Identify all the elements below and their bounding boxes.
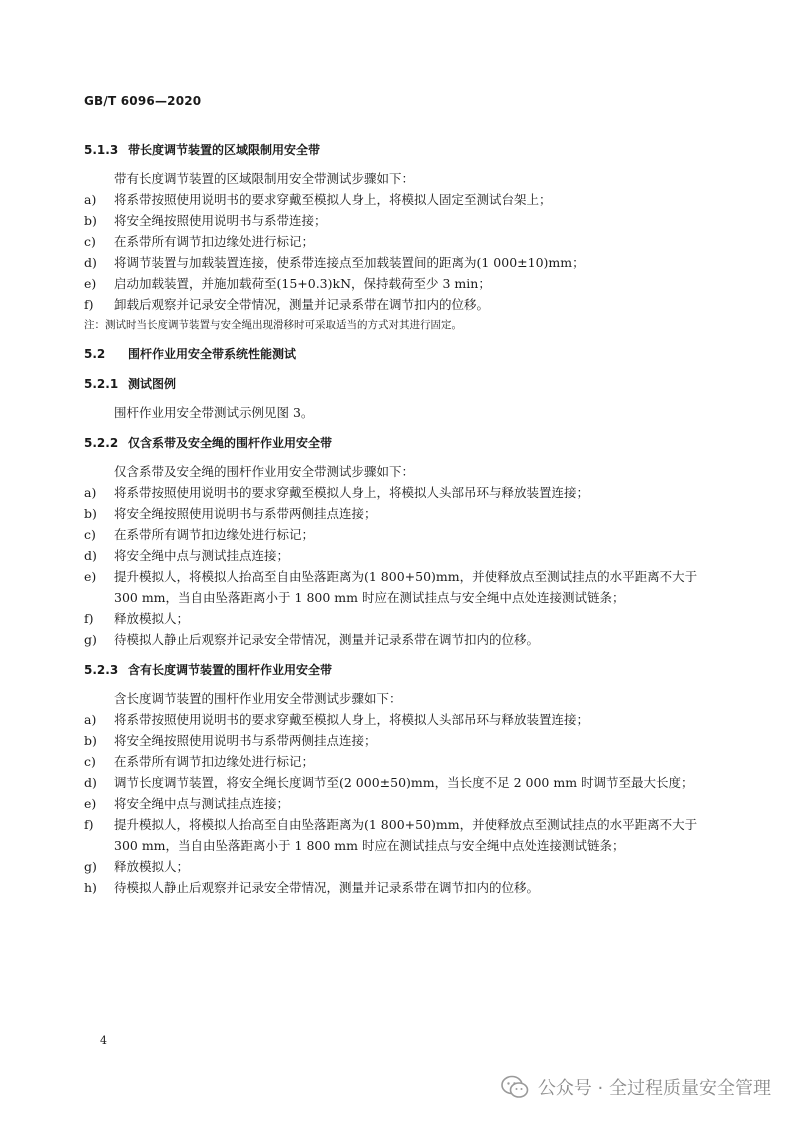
list-item-text: 将系带按照使用说明书的要求穿戴至模拟人身上，将模拟人固定至测试台架上； — [114, 192, 552, 207]
wechat-icon — [500, 1074, 530, 1100]
section-heading — [84, 374, 714, 394]
section-title: 仅含系带及安全绳的围杆作业用安全带 — [128, 436, 333, 450]
list-item — [84, 545, 714, 566]
list-item — [84, 273, 714, 294]
section-number: 5.2.3 — [84, 663, 119, 677]
list-item-text: 将安全绳中点与测试挂点连接； — [114, 548, 290, 563]
page-number: 4 — [100, 1034, 107, 1047]
section-title: 含有长度调节装置的围杆作业用安全带 — [128, 663, 333, 677]
section-number: 5.1.3 — [84, 143, 119, 157]
list-item-text: 调节长度调节装置，将安全绳长度调节至(2 000±50)mm，当长度不足 2 000 mm 时调节至最大长度； — [114, 775, 694, 790]
list-item — [84, 877, 714, 898]
list-item-label: d) — [84, 255, 97, 270]
list-item-label: e) — [84, 796, 97, 811]
list-item — [84, 294, 714, 315]
list-item-label: a) — [84, 485, 97, 500]
list-item-label: d) — [84, 548, 97, 563]
list-item-text: 释放模拟人； — [114, 611, 190, 626]
section-heading — [84, 140, 714, 160]
list-item — [84, 252, 714, 273]
section-number: 5.2 — [84, 347, 106, 361]
standard-code: GB/T 6096—2020 — [84, 94, 202, 108]
list-item-label: b) — [84, 213, 97, 228]
list-item — [84, 608, 714, 629]
list-item-label: f) — [84, 817, 94, 832]
list-item-text: 待模拟人静止后观察并记录安全带情况，测量并记录系带在调节扣内的位移。 — [114, 880, 540, 895]
list-item — [84, 814, 714, 856]
section-heading — [84, 344, 714, 364]
list-item-text: 在系带所有调节扣边缘处进行标记； — [114, 754, 315, 769]
list-item — [84, 856, 714, 877]
list-item — [84, 629, 714, 650]
list-item-text: 提升模拟人，将模拟人抬高至自由坠落距离为(1 800+50)mm，并使释放点至测试挂点的水平距离不大于 300 mm，当自由坠落距离小于 1 800 mm 时应在测试挂点与安全绳中点处连接测试链条； — [114, 817, 698, 853]
list-item — [84, 566, 714, 608]
list-item-text: 将调节装置与加载装置连接，使系带连接点至加载装置间的距离为(1 000±10)mm； — [114, 255, 585, 270]
list-item-label: b) — [84, 733, 97, 748]
list-item-text: 提升模拟人，将模拟人抬高至自由坠落距离为(1 800+50)mm，并使释放点至测试挂点的水平距离不大于 300 mm，当自由坠落距离小于 1 800 mm 时应在测试挂点与安全绳中点处连接测试链条； — [114, 569, 698, 605]
list-item-label: d) — [84, 775, 97, 790]
list-item-label: e) — [84, 569, 97, 584]
watermark-text: 公众号 · 全过程质量安全管理 — [537, 1078, 771, 1099]
list-item-text: 启动加载装置，并施加载荷至(15+0.3)kN，保持载荷至少 3 min； — [114, 276, 491, 291]
list-item — [84, 524, 714, 545]
section-title: 测试图例 — [128, 377, 177, 391]
list-item — [84, 793, 714, 814]
list-item-label: e) — [84, 276, 97, 291]
section-heading — [84, 433, 714, 453]
section-number: 5.2.1 — [84, 377, 119, 391]
list-item-text: 在系带所有调节扣边缘处进行标记； — [114, 527, 315, 542]
section-intro: 带有长度调节装置的区域限制用安全带测试步骤如下： — [114, 171, 415, 186]
list-item-text: 将安全绳中点与测试挂点连接； — [114, 796, 290, 811]
list-item — [84, 730, 714, 751]
list-item-label: c) — [84, 234, 96, 249]
list-item-label: c) — [84, 754, 96, 769]
section-intro: 含长度调节装置的围杆作业用安全带测试步骤如下： — [114, 691, 402, 706]
section-intro: 围杆作业用安全带测试示例见图 3。 — [114, 405, 314, 420]
list-item-label: g) — [84, 632, 97, 647]
list-item — [84, 503, 714, 524]
list-item — [84, 210, 714, 231]
list-item — [84, 751, 714, 772]
list-item — [84, 189, 714, 210]
list-item-text: 卸载后观察并记录安全带情况，测量并记录系带在调节扣内的位移。 — [114, 297, 490, 312]
list-item-text: 将系带按照使用说明书的要求穿戴至模拟人身上，将模拟人头部吊环与释放装置连接； — [114, 485, 590, 500]
list-item — [84, 231, 714, 252]
list-item — [84, 709, 714, 730]
list-item-label: a) — [84, 192, 97, 207]
section-title: 围杆作业用安全带系统性能测试 — [128, 347, 297, 361]
list-item-label: h) — [84, 880, 97, 895]
list-item-label: a) — [84, 712, 97, 727]
section-intro: 仅含系带及安全绳的围杆作业用安全带测试步骤如下： — [114, 464, 415, 479]
list-item-label: g) — [84, 859, 97, 874]
list-item — [84, 772, 714, 793]
section-title: 带长度调节装置的区域限制用安全带 — [128, 143, 321, 157]
list-item-text: 将安全绳按照使用说明书与系带两侧挂点连接； — [114, 506, 377, 521]
section-note: 注：测试时当长度调节装置与安全绳出现滑移时可采取适当的方式对其进行固定。 — [84, 319, 462, 331]
list-item-text: 将安全绳按照使用说明书与系带两侧挂点连接； — [114, 733, 377, 748]
list-item-label: f) — [84, 611, 94, 626]
list-item-text: 释放模拟人； — [114, 859, 190, 874]
list-item-text: 将安全绳按照使用说明书与系带连接； — [114, 213, 327, 228]
list-item-text: 将系带按照使用说明书的要求穿戴至模拟人身上，将模拟人头部吊环与释放装置连接； — [114, 712, 590, 727]
list-item — [84, 482, 714, 503]
list-item-text: 在系带所有调节扣边缘处进行标记； — [114, 234, 315, 249]
list-item-label: b) — [84, 506, 97, 521]
wechat-watermark — [500, 1074, 771, 1100]
document-body — [84, 140, 714, 898]
list-item-text: 待模拟人静止后观察并记录安全带情况，测量并记录系带在调节扣内的位移。 — [114, 632, 540, 647]
list-item-label: f) — [84, 297, 94, 312]
list-item-label: c) — [84, 527, 96, 542]
section-heading — [84, 660, 714, 680]
section-number: 5.2.2 — [84, 436, 119, 450]
